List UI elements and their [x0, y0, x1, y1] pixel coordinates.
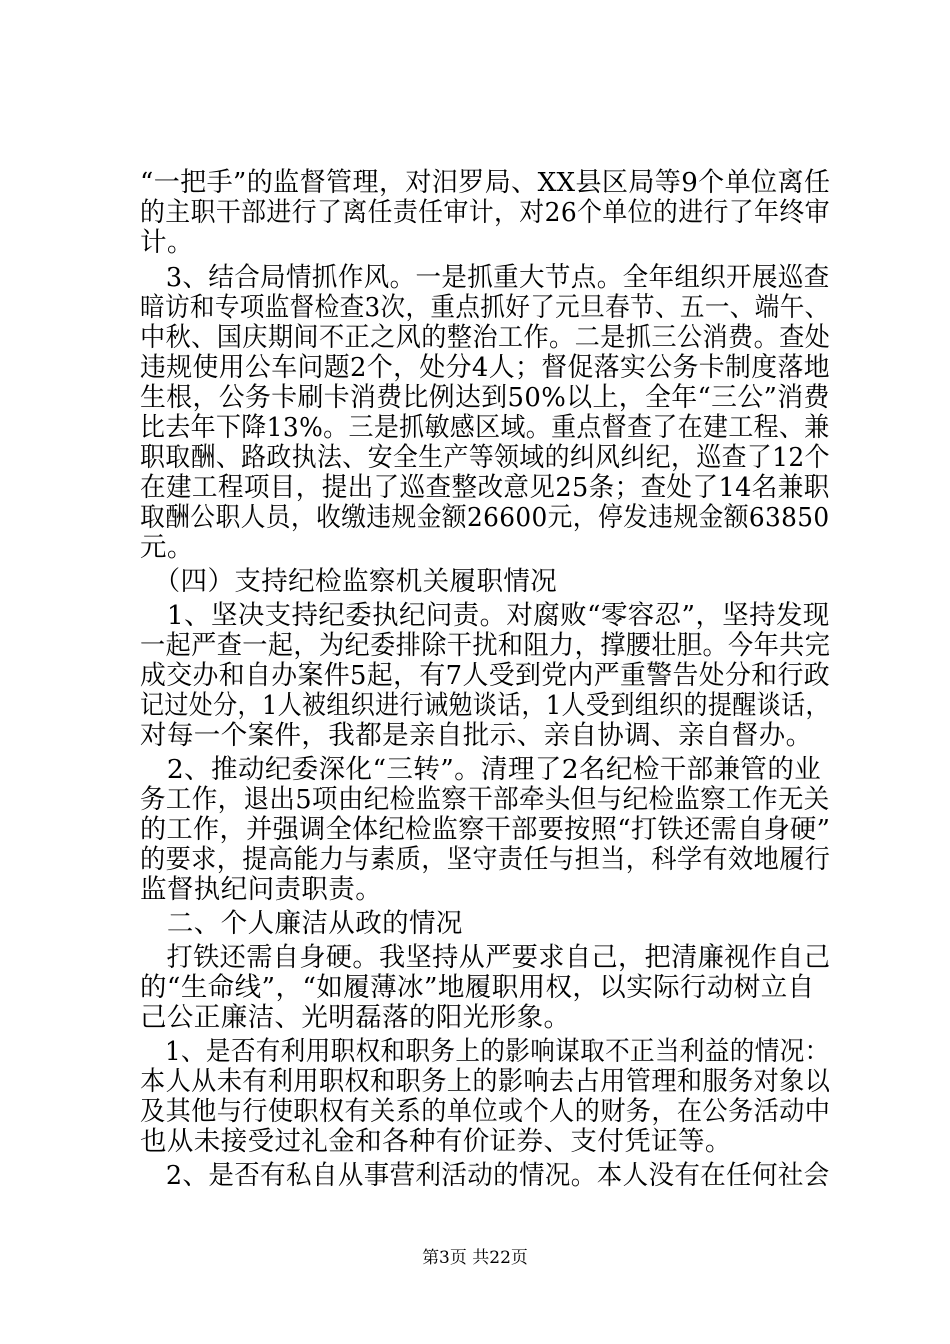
- text-line: 记过处分，1人被组织进行诫勉谈话，1人受到组织的提醒谈话，: [140, 690, 830, 721]
- text-line: 一起严查一起，为纪委排除干扰和阻力，撑腰壮胆。今年共完: [140, 630, 831, 661]
- text-line: 监督执纪问责职责。: [140, 874, 383, 905]
- text-line: 3、结合局情抓作风。一是抓重大节点。全年组织开展巡查: [140, 262, 830, 293]
- text-line: 取酬公职人员，收缴违规金额26600元，停发违规金额63850: [140, 502, 830, 533]
- text-line: 的“生命线”，“如履薄冰”地履职用权，以实际行动树立自: [140, 972, 815, 1003]
- text-line: 2、是否有私自从事营利活动的情况。本人没有在任何社会: [140, 1160, 830, 1191]
- text-line: 二、个人廉洁从政的情况: [140, 908, 463, 939]
- text-line: 违规使用公车问题2个，处分4人；督促落实公务卡制度落地: [140, 352, 831, 383]
- text-line: “一把手”的监督管理，对汨罗局、XX县区局等9个单位离任: [140, 167, 831, 198]
- text-line: 的工作，并强调全体纪检监察干部要按照“打铁还需自身硬”: [140, 814, 831, 845]
- text-line: 1、坚决支持纪委执纪问责。对腐败“零容忍”，坚持发现: [140, 600, 830, 631]
- text-line: 计。: [140, 227, 194, 258]
- text-line: 及其他与行使职权有关系的单位或个人的财务，在公务活动中: [140, 1096, 831, 1127]
- text-line: 打铁还需自身硬。我坚持从严要求自己，把清廉视作自己: [140, 942, 831, 973]
- text-line: 对每一个案件，我都是亲自批示、亲自协调、亲自督办。: [140, 720, 813, 751]
- text-line: （四）支持纪检监察机关履职情况: [140, 566, 558, 597]
- text-line: 职取酬、路政执法、安全生产等领域的纠风纠纪，巡查了12个: [140, 442, 830, 473]
- text-line: 也从未接受过礼金和各种有价证券、支付凭证等。: [140, 1126, 732, 1157]
- text-line: 比去年下降13%。三是抓敏感区域。重点督查了在建工程、兼: [140, 412, 830, 443]
- text-line: 本人从未有利用职权和职务上的影响去占用管理和服务对象以: [140, 1066, 831, 1097]
- text-line: 的要求，提高能力与素质，坚守责任与担当，科学有效地履行: [140, 844, 831, 875]
- text-line: 的主职干部进行了离任责任审计，对26个单位的进行了年终审: [140, 197, 830, 228]
- text-line: 生根，公务卡刷卡消费比例达到50%以上，全年“三公”消费: [140, 382, 830, 413]
- text-line: 务工作，退出5项由纪检监察干部牵头但与纪检监察工作无关: [140, 784, 830, 815]
- text-line: 成交办和自办案件5起，有7人受到党内严重警告处分和行政: [140, 660, 831, 691]
- text-line: 1、是否有利用职权和职务上的影响谋取不正当利益的情况：: [140, 1036, 830, 1067]
- text-line: 己公正廉洁、光明磊落的阳光形象。: [140, 1002, 571, 1033]
- text-line: 2、推动纪委深化“三转”。清理了2名纪检干部兼管的业: [140, 754, 822, 785]
- text-line: 暗访和专项监督检查3次，重点抓好了元旦春节、五一、端午、: [140, 292, 830, 323]
- text-line: 在建工程项目，提出了巡查整改意见25条；查处了14名兼职: [140, 472, 830, 503]
- text-line: 中秋、国庆期间不正之风的整治工作。二是抓三公消费。查处: [140, 322, 831, 353]
- text-line: 元。: [140, 532, 194, 563]
- page-footer: 第3页 共22页: [422, 1248, 528, 1268]
